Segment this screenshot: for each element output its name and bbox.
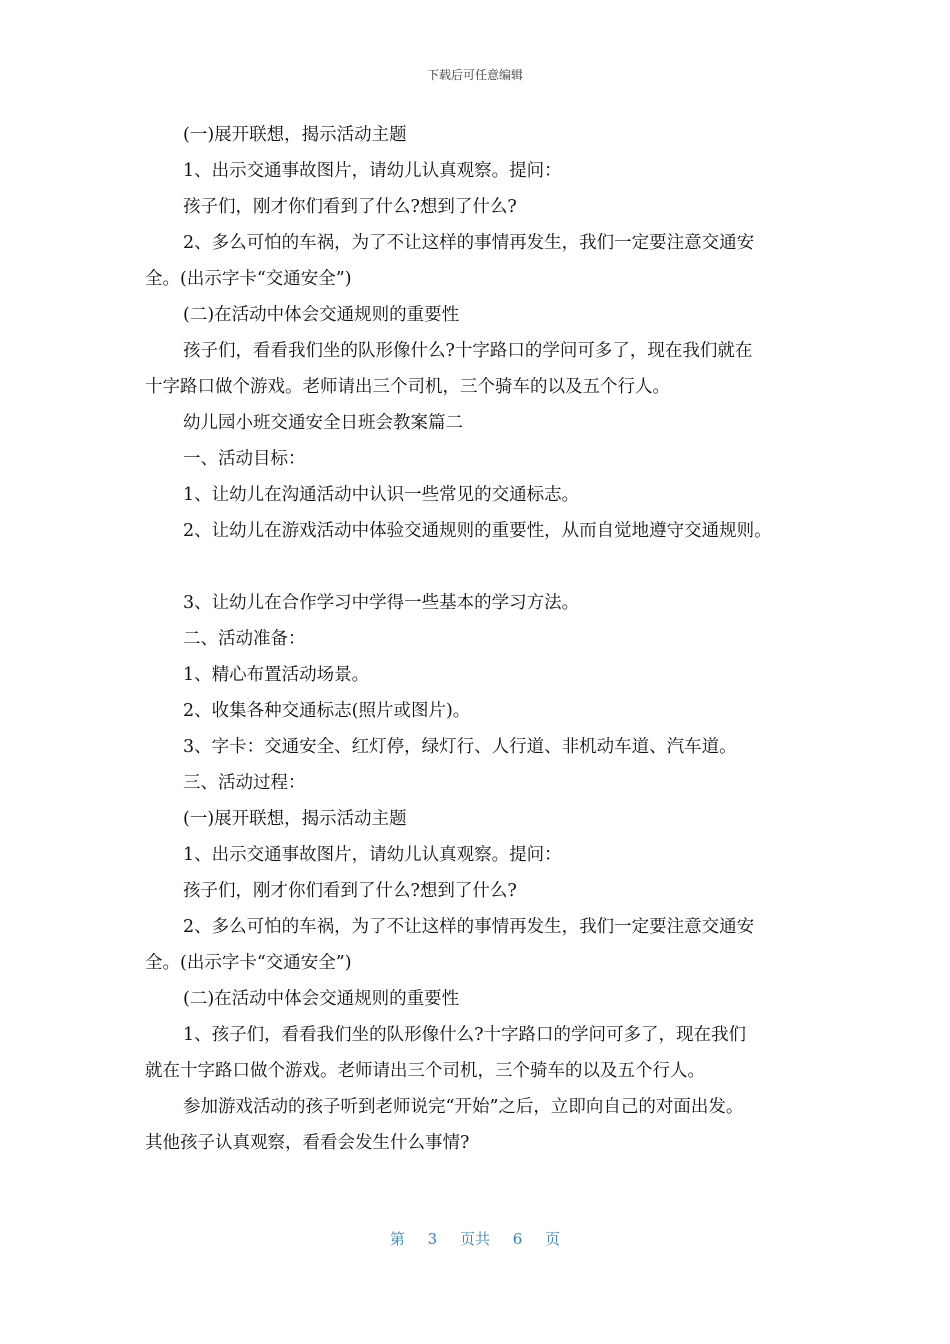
paragraph: 1、孩子们，看看我们坐的队形像什么?十字路口的学问可多了，现在我们 (183, 1025, 747, 1045)
paragraph: 孩子们，刚才你们看到了什么?想到了什么? (183, 197, 517, 217)
paragraph: (二)在活动中体会交通规则的重要性 (183, 305, 460, 325)
page-header: 下载后可任意编辑 (426, 68, 523, 82)
paragraph: 1、出示交通事故图片，请幼儿认真观察。提问： (183, 845, 562, 865)
paragraph-continuation: 全。(出示字卡“交通安全”) (145, 269, 352, 289)
paragraph: 2、收集各种交通标志(照片或图片)。 (183, 701, 471, 721)
paragraph: (二)在活动中体会交通规则的重要性 (183, 989, 460, 1009)
paragraph: 2、让幼儿在游戏活动中体验交通规则的重要性，从而自觉地遵守交通规则。 (183, 521, 772, 541)
page-suffix: 页 (545, 1230, 561, 1248)
paragraph: 孩子们，看看我们坐的队形像什么?十字路口的学问可多了，现在我们就在 (183, 341, 753, 361)
paragraph: 参加游戏活动的孩子听到老师说完“开始”之后，立即向自己的对面出发。 (183, 1097, 744, 1117)
current-page-number: 3 (427, 1230, 438, 1248)
paragraph: 3、字卡：交通安全、红灯停，绿灯行、人行道、非机动车道、汽车道。 (183, 737, 737, 757)
paragraph-continuation: 其他孩子认真观察，看看会发生什么事情? (145, 1133, 470, 1153)
page-prefix: 第 (389, 1230, 405, 1248)
blank-line (145, 549, 825, 585)
paragraph-continuation: 就在十字路口做个游戏。老师请出三个司机，三个骑车的以及五个行人。 (145, 1061, 705, 1081)
section-heading: 幼儿园小班交通安全日班会教案篇二 (183, 413, 463, 433)
paragraph-continuation: 十字路口做个游戏。老师请出三个司机，三个骑车的以及五个行人。 (145, 377, 670, 397)
paragraph: 3、让幼儿在合作学习中学得一些基本的学习方法。 (183, 593, 580, 613)
paragraph: 一、活动目标： (183, 449, 306, 469)
paragraph-continuation: 全。(出示字卡“交通安全”) (145, 953, 352, 973)
paragraph: 二、活动准备： (183, 629, 306, 649)
page-mid-label: 页共 (459, 1230, 490, 1248)
paragraph: 孩子们，刚才你们看到了什么?想到了什么? (183, 881, 517, 901)
paragraph: 三、活动过程： (183, 773, 306, 793)
paragraph: 1、出示交通事故图片，请幼儿认真观察。提问： (183, 161, 562, 181)
total-pages-number: 6 (512, 1230, 523, 1248)
paragraph: 1、让幼儿在沟通活动中认识一些常见的交通标志。 (183, 485, 580, 505)
paragraph: (一)展开联想，揭示活动主题 (183, 809, 407, 829)
document-body (145, 117, 825, 1161)
paragraph: 1、精心布置活动场景。 (183, 665, 370, 685)
page-number-footer (0, 1228, 950, 1249)
paragraph: 2、多么可怕的车祸，为了不让这样的事情再发生，我们一定要注意交通安 (183, 233, 755, 253)
paragraph: 2、多么可怕的车祸，为了不让这样的事情再发生，我们一定要注意交通安 (183, 917, 755, 937)
paragraph: (一)展开联想，揭示活动主题 (183, 125, 407, 145)
